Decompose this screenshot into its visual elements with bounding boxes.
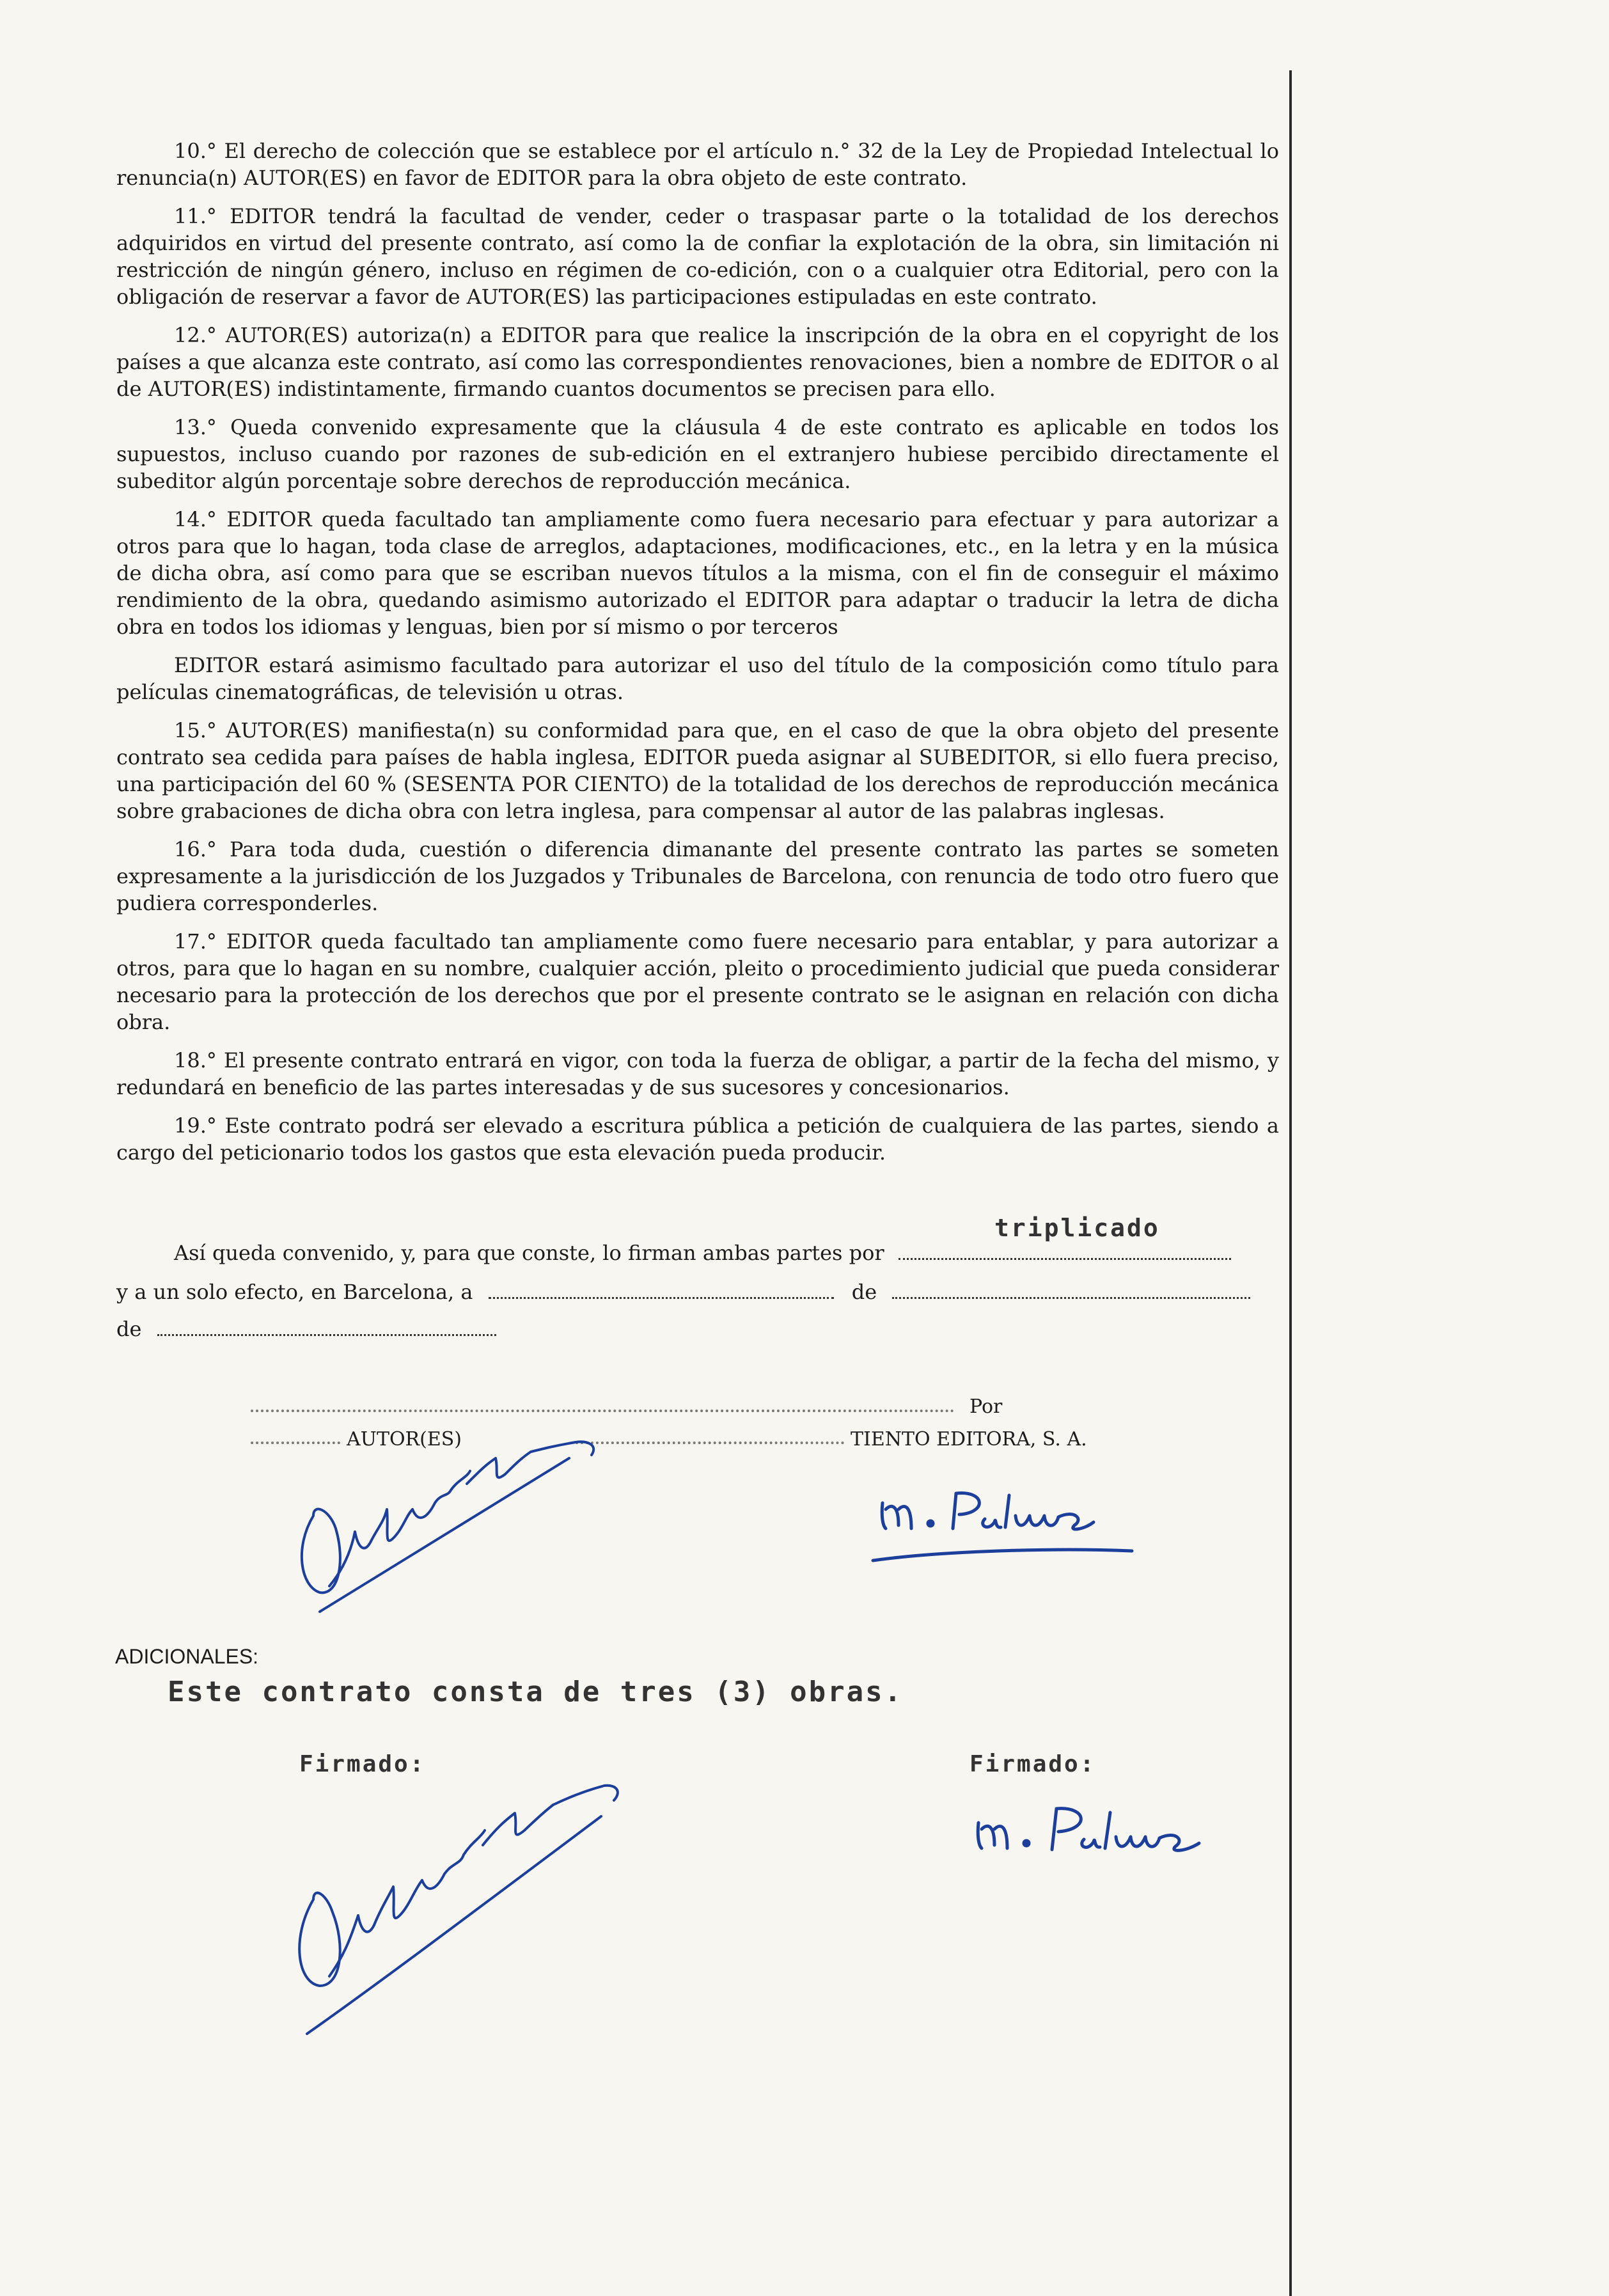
clause-paragraph: 16.° Para toda duda, cuestión o diferencia dimanante del presente contrato las partes se someten expresamente a la jurisdicción de los Juzgados y Tribunales de Barcelona, con renuncia de todo otro fuero que pudiera corresponderles. <box>116 837 1279 915</box>
clause-paragraph: 10.° El derecho de colección que se establece por el artículo n.° 32 de la Ley de Propiedad Intelectual lo renuncia(n) AUTOR(ES) en favor de EDITOR para la obra objeto de este contrato. <box>116 139 1279 190</box>
month-connector: de <box>851 1280 877 1304</box>
closing-prefix: Así queda convenido, y, para que conste, lo firman ambas partes por <box>174 1241 884 1265</box>
publisher-signature-line <box>576 1442 844 1444</box>
addenda-signed-right: Firmado: <box>969 1751 1096 1777</box>
clause-paragraph: 11.° EDITOR tendrá la facultad de vender, ceder o traspasar parte o la totalidad de los derechos adquiridos en virtud del presente contrato, así como la de confiar la explotación de la obra, sin limitación ni restricción de ningún género, incluso en régimen de co-edición, con o a cualquier otra Editorial, pero con la obligación de reservar a favor de AUTOR(ES) las participaciones estipuladas en este contrato. <box>116 204 1279 309</box>
clause-paragraph: 14.° EDITOR queda facultado tan ampliamente como fuera necesario para efectuar y para autorizar a otros para que lo hagan, toda clase de arreglos, adaptaciones, modificaciones, etc., en la letra y en la música de dicha obra, así como para que se escriban nuevos títulos a la misma, con el fin de conseguir el máximo rendimiento de la obra, quedando asimismo autorizado el EDITOR para adaptar o traducir la letra de dicha obra en todos los idiomas y lenguas, bien por sí mismo o por terceros <box>116 507 1279 639</box>
clause-paragraph: 17.° EDITOR queda facultado tan ampliamente como fuere necesario para entablar, y para autorizar a otros, para que lo hagan en su nombre, cualquier acción, pleito o procedimiento judicial que pueda considerar necesario para la protección de los derechos que por el presente contrato se le asignan en relación con dicha obra. <box>116 929 1279 1034</box>
closing-line-2 <box>116 1278 1250 1305</box>
author-signature-2 <box>269 1752 627 2047</box>
closing-line-1 <box>174 1239 1231 1266</box>
year-field <box>157 1315 496 1336</box>
clauses-body <box>116 138 1279 1177</box>
addenda-typed-note: Este contrato consta de tres (3) obras. <box>168 1676 904 1708</box>
copies-typed-value: triplicado <box>994 1214 1160 1242</box>
addenda-signed-left: Firmado: <box>299 1751 426 1777</box>
closing-line-3 <box>116 1315 496 1342</box>
clause-paragraph: 19.° Este contrato podrá ser elevado a escritura pública a petición de cualquiera de las partes, siendo a cargo del peticionario todos los gastos que esta elevación pueda producir. <box>116 1113 1279 1165</box>
clause-paragraph: EDITOR estará asimismo facultado para autorizar el uso del título de la composición como título para películas cinematográficas, de televisión u otras. <box>116 653 1279 704</box>
month-field <box>892 1278 1250 1299</box>
day-field <box>489 1278 834 1299</box>
clause-paragraph: 12.° AUTOR(ES) autoriza(n) a EDITOR para que realice la inscripción de la obra en el copyright de los países a que alcanza este contrato, así como las correspondientes renovaciones, bien a nombre de EDITOR o al de AUTOR(ES) indistintamente, firmando cuantos documentos se precisen para ello. <box>116 323 1279 401</box>
clause-paragraph: 15.° AUTOR(ES) manifiesta(n) su conformidad para que, en el caso de que la obra objeto del presente contrato sea cedida para países de habla inglesa, EDITOR pueda asignar al SUBEDITOR, si ello fuera preciso, una participación del 60 % (SESENTA POR CIENTO) de la totalidad de los derechos de reproducción mecánica sobre grabaciones de dicha obra con letra inglesa, para compensar al autor de las palabras inglesas. <box>116 718 1279 823</box>
publisher-label: TIENTO EDITORA, S. A. <box>851 1428 1087 1451</box>
author-signature-1 <box>275 1420 608 1663</box>
place-date-prefix: y a un solo efecto, en Barcelona, a <box>116 1280 473 1304</box>
year-connector: de <box>116 1317 142 1341</box>
clause-paragraph: 18.° El presente contrato entrará en vigor, con toda la fuerza de obligar, a partir de la fecha del mismo, y redundará en beneficio de las partes interesadas y de sus sucesores y concesionarios. <box>116 1048 1279 1099</box>
publisher-signature-2 <box>959 1791 1241 1874</box>
addenda-heading: ADICIONALES: <box>115 1645 259 1668</box>
author-label: AUTOR(ES) <box>347 1428 462 1451</box>
publisher-signature-1 <box>863 1471 1145 1567</box>
page-edge-line <box>1289 70 1292 2296</box>
por-label: Por <box>969 1396 1003 1418</box>
clause-paragraph: 13.° Queda convenido expresamente que la cláusula 4 de este contrato es aplicable en todos los supuestos, incluso cuando por razones de sub-edición en el extranjero hubiese percibido directamente el subeditor algún porcentaje sobre derechos de reproducción mecánica. <box>116 415 1279 493</box>
author-signature-line-1 <box>251 1410 954 1412</box>
